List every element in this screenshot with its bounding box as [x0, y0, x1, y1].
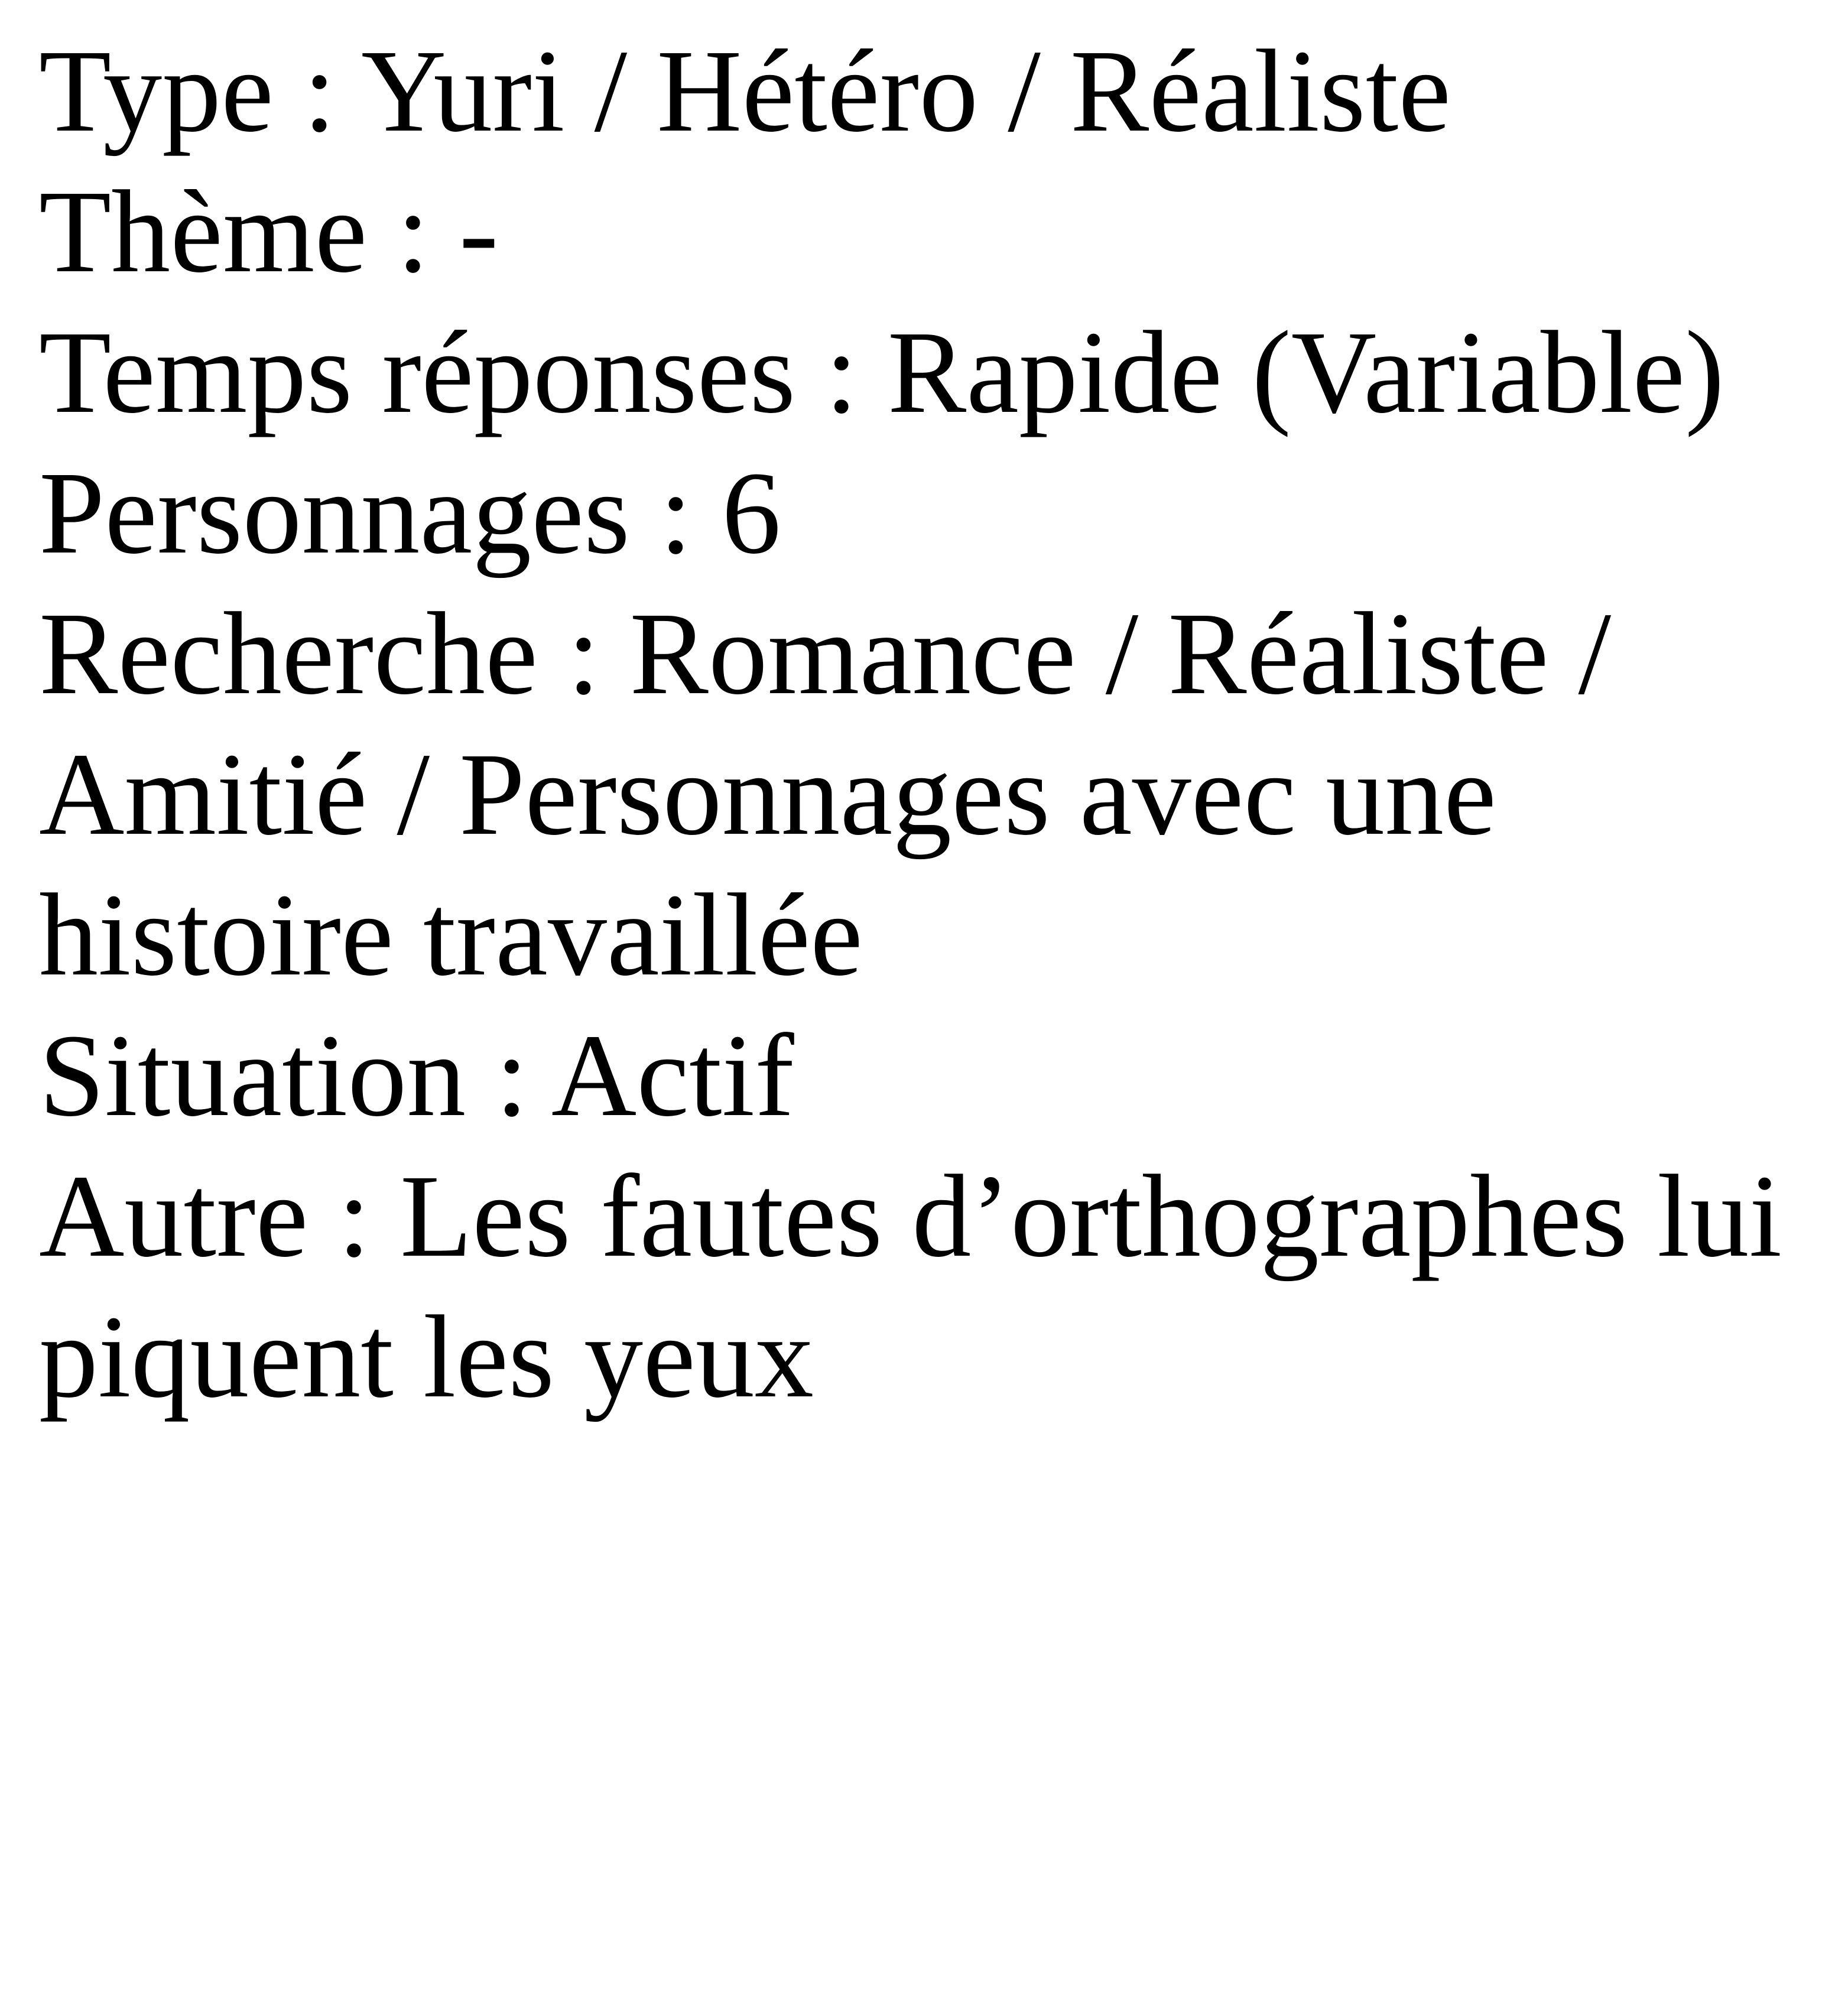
search-line-3: histoire travaillée — [39, 870, 863, 1000]
characters-line: Personnages : 6 — [39, 448, 781, 579]
theme-line: Thème : - — [39, 167, 499, 297]
type-line: Type : Yuri / Hétéro / Réaliste — [39, 26, 1451, 157]
search-line-2: Amitié / Personnages avec une — [39, 729, 1496, 860]
status-line: Situation : Actif — [39, 1010, 794, 1141]
search-line-1: Recherche : Romance / Réaliste / — [39, 589, 1612, 719]
response-time-line: Temps réponses : Rapide (Variable) — [39, 307, 1724, 438]
document-body — [39, 21, 1824, 1428]
other-line-2: piquent les yeux — [39, 1292, 814, 1422]
other-line-1: Autre : Les fautes d’orthographes lui — [39, 1151, 1782, 1282]
